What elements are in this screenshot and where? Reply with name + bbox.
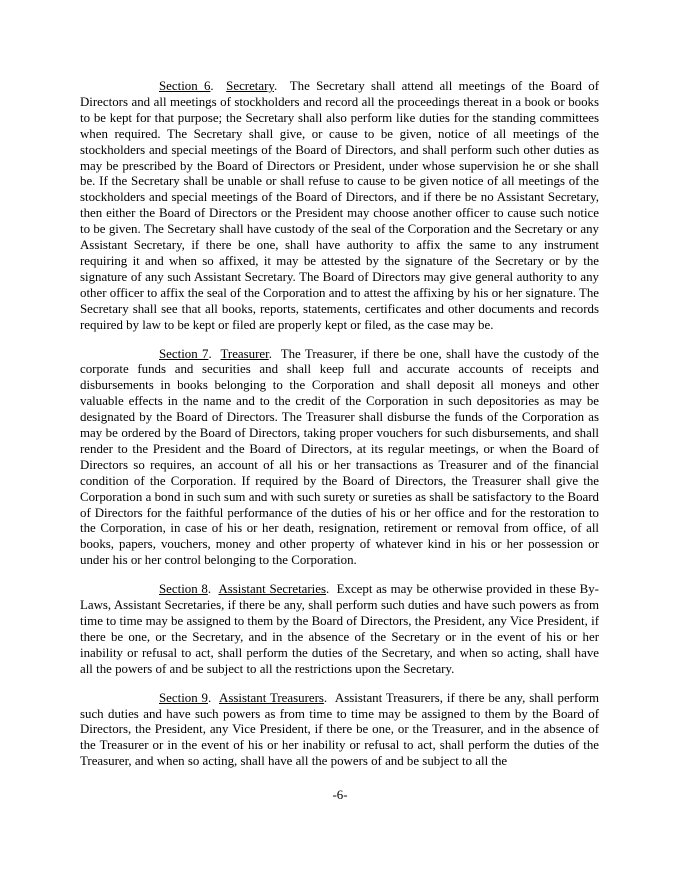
section-body: Assistant Treasurers, if there be any, shall perform such duties and have such powers as from time to time may be assigned to them by the Board of Directors, the President, any Vice President, if there be one, or the Treasurer, and in the absence of the Treasurer or in the event of his or her inability or refusal to act, shall perform the duties of the Treasurer, and when so acting, shall have all the powers of and be subject to all the bbox=[80, 690, 600, 769]
section-title: Secretary bbox=[226, 79, 275, 93]
document-page bbox=[80, 79, 599, 783]
section-heading: Section 8 bbox=[159, 582, 208, 597]
page-number: -6- bbox=[332, 788, 348, 802]
section-8-paragraph: Section 8. Assistant Secretaries. Except as may be otherwise provided in these By-Laws, Assistant Secretaries, if there be any, shall perform such duties and have such powers as from time to time may be assigned to them by the Board of Directors, the President, any Vice President, if there be one, or the Secretary, and in the absence of the Secretary or in the event of his or her inability or refusal to act, shall perform the duties of the Secretary, and when so acting, shall have all the powers of and be subject to all the restrictions upon the Secretary. bbox=[80, 582, 599, 676]
section-6-paragraph: Section 6. Secretary. The Secretary shall attend all meetings of the Board of Directors and all meetings of stockholders and record all the proceedings thereat in a book or books to be kept for that purpose; the Secretary shall also perform like duties for the standing committees when required. The Secretary shall give, or cause to be given, notice of all meetings of the stockholders and special meetings of the Board of Directors, and shall perform such other duties as may be prescribed by the Board of Directors or President, under whose supervision he or she shall be. If the Secretary shall be unable or shall refuse to cause to be given notice of all meetings of the stockholders and special meetings of the Board of Directors, and if there be no Assistant Secretary, then either the Board of Directors or the President may choose another officer to cause such notice to be given. The Secretary shall have custody of the seal of the Corporation and the Secretary or any Assistant Secretary, if there be one, shall have authority to affix the same to any instrument requiring it and when so affixed, it may be attested by the signature of the Secretary or by the signature of any such Assistant Secretary. The Board of Directors may give general authority to any other officer to affix the seal of the Corporation and to attest the affixing by his or her signature. The Secretary shall see that all books, reports, statements, certificates and other documents and records required by law to be kept or filed are properly kept or filed, as the case may be. bbox=[80, 79, 599, 332]
section-title: Treasurer bbox=[220, 346, 269, 361]
section-9-paragraph: Section 9. Assistant Treasurers. Assistant Treasurers, if there be any, shall perform such duties and have such powers as from time to time may be assigned to them by the Board of Directors, the President, any Vice President, if there be one, or the Treasurer, and in the absence of the Treasurer or in the event of his or her inability or refusal to act, shall perform the duties of the Treasurer, and when so acting, shall have all the powers of and be subject to all the bbox=[80, 690, 600, 769]
section-title: Assistant Secretaries bbox=[218, 582, 326, 597]
section-heading: Section 7 bbox=[159, 346, 209, 361]
section-7-paragraph: Section 7. Treasurer. The Treasurer, if there be one, shall have the custody of the corporate funds and securities and shall keep full and accurate accounts of receipts and disbursements in books belonging to the Corporation and shall deposit all moneys and other valuable effects in the name and to the credit of the Corporation in such depositories as may be designated by the Board of Directors. The Treasurer shall disburse the funds of the Corporation as may be ordered by the Board of Directors, taking proper vouchers for such disbursements, and shall render to the President and the Board of Directors, at its regular meetings, or when the Board of Directors so requires, an account of all his or her transactions as Treasurer and of the financial condition of the Corporation. If required by the Board of Directors, the Treasurer shall give the Corporation a bond in such sum and with such surety or sureties as shall be satisfactory to the Board of Directors for the faithful performance of the duties of his or her office and for the restoration to the Corporation, in case of his or her death, resignation, retirement or removal from office, of all books, papers, vouchers, money and other property of whatever kind in his or her possession or under his or her control belonging to the Corporation. bbox=[80, 346, 600, 568]
section-heading: Section 6 bbox=[159, 79, 211, 93]
section-body: The Secretary shall attend all meetings of the Board of Directors and all meetings of stockholders and record all the proceedings thereat in a book or books to be kept for that purpose; the Secretary shall also perform like duties for the standing committees when required. The Secretary shall give, or cause to be given, notice of all meetings of the stockholders and special meetings of the Board of Directors, and shall perform such other duties as may be prescribed by the Board of Directors or President, under whose supervision he or she shall be. If the Secretary shall be unable or shall refuse to cause to be given notice of all meetings of the stockholders and special meetings of the Board of Directors, and if there be no Assistant Secretary, then either the Board of Directors or the President may choose another officer to cause such notice to be given. The Secretary shall have custody of the seal of the Corporation and the Secretary or any Assistant Secretary, if there be one, shall have authority to affix the same to any instrument requiring it and when so affixed, it may be attested by the signature of the Secretary or by the signature of any such Assistant Secretary. The Board of Directors may give general authority to any other officer to affix the seal of the Corporation and to attest the affixing by his or her signature. The Secretary shall see that all books, reports, statements, certificates and other documents and records required by law to be kept or filed are properly kept or filed, as the case may be. bbox=[80, 79, 599, 332]
section-body: The Treasurer, if there be one, shall have the custody of the corporate funds and securities and shall keep full and accurate accounts of receipts and disbursements in books belonging to the Corporation and shall deposit all moneys and other valuable effects in the name and to the credit of the Corporation in such depositories as may be designated by the Board of Directors. The Treasurer shall disburse the funds of the Corporation as may be ordered by the Board of Directors, taking proper vouchers for such disbursements, and shall render to the President and the Board of Directors, at its regular meetings, or when the Board of Directors so requires, an account of all his or her transactions as Treasurer and of the financial condition of the Corporation. If required by the Board of Directors, the Treasurer shall give the Corporation a bond in such sum and with such surety or sureties as shall be satisfactory to the Board of Directors for the faithful performance of the duties of his or her office and for the restoration to the Corporation, in case of his or her death, resignation, retirement or removal from office, of all books, papers, vouchers, money and other property of whatever kind in his or her possession or under his or her control belonging to the Corporation. bbox=[80, 346, 600, 568]
section-heading: Section 9 bbox=[159, 690, 209, 705]
section-body: Except as may be otherwise provided in these By-Laws, Assistant Secretaries, if there be any, shall perform such duties and have such powers as from time to time may be assigned to them by the Board of Directors, the President, any Vice President, if there be one, or the Secretary, and in the absence of the Secretary or in the event of his or her inability or refusal to act, shall perform the duties of the Secretary, and when so acting, shall have all the powers of and be subject to all the restrictions upon the Secretary. bbox=[80, 582, 599, 676]
section-title: Assistant Treasurers bbox=[219, 690, 324, 705]
